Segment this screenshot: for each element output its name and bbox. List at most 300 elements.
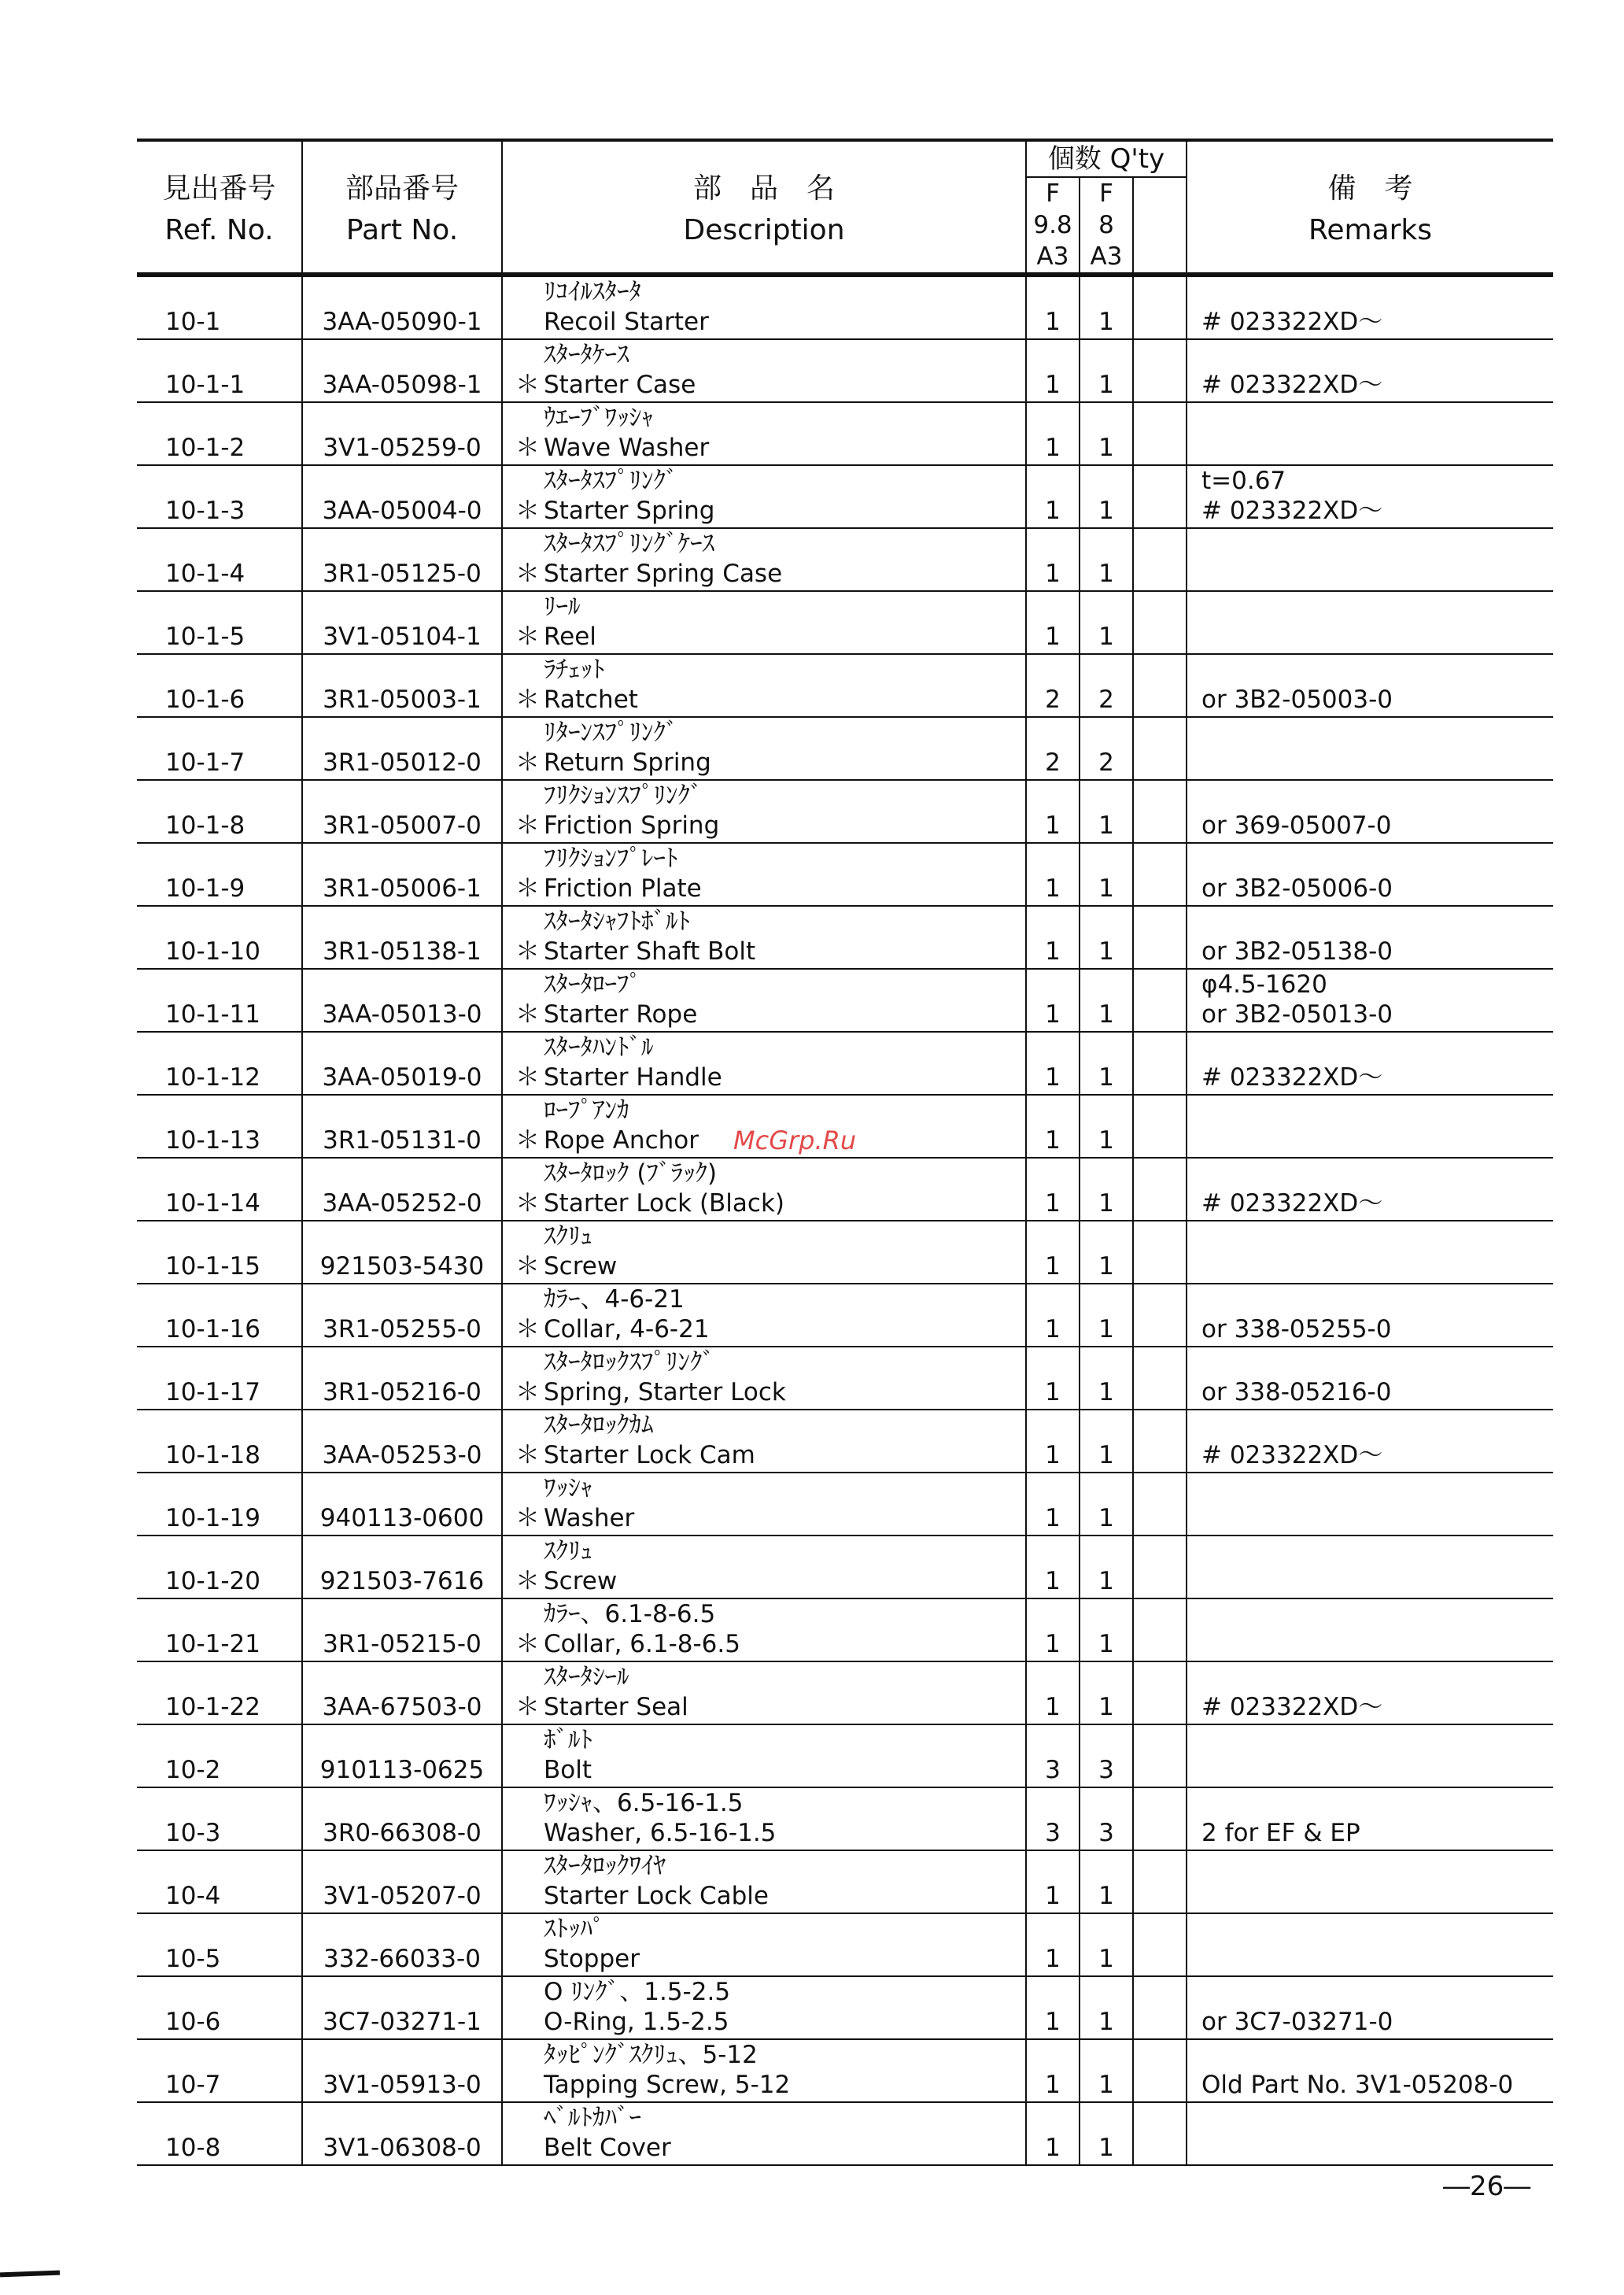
component-mark: ＊ — [515, 371, 540, 399]
description-en-text: Starter Spring Case — [544, 560, 783, 588]
table-row — [137, 1221, 1553, 1284]
description-en-text: Screw — [544, 1252, 618, 1281]
remarks-cell — [1187, 1095, 1553, 1158]
qty-f8a3-cell: 1 — [1080, 1913, 1133, 1976]
qty-blank-cell — [1133, 1598, 1187, 1661]
part-no-cell: 3V1-05104-1 — [302, 591, 502, 654]
component-mark: ＊ — [515, 434, 540, 462]
ref-no-cell: 10-1-16 — [137, 1284, 302, 1347]
remarks-line-2: or 369-05007-0 — [1201, 811, 1392, 840]
remarks-line-1: φ4.5-1620 — [1201, 970, 1327, 999]
description-en — [515, 1503, 1025, 1533]
qty-f8a3-cell: 2 — [1080, 654, 1133, 717]
remarks-cell — [1187, 1473, 1553, 1536]
qty-f8a3-cell: 1 — [1080, 1221, 1133, 1284]
component-mark: ＊ — [515, 686, 540, 714]
description-cell — [502, 1598, 1026, 1661]
ref-no-header: 見出番号 Ref. No. — [137, 140, 302, 275]
ref-no-cell: 10-7 — [137, 2039, 302, 2102]
description-en — [515, 748, 1025, 778]
table-row — [137, 2039, 1553, 2102]
qty-blank-cell — [1133, 1284, 1187, 1347]
qty-blank-cell — [1133, 2039, 1187, 2102]
description-cell — [502, 1724, 1026, 1787]
component-mark: ＊ — [515, 1630, 540, 1658]
description-jp: ｽｸﾘｭ — [544, 1537, 592, 1565]
component-mark: ＊ — [515, 811, 540, 840]
description-en — [515, 622, 1025, 652]
ref-no-cell: 10-5 — [137, 1913, 302, 1976]
qty-f8a3-cell: 1 — [1080, 843, 1133, 906]
remarks-cell — [1187, 2102, 1553, 2165]
description-cell — [502, 1913, 1026, 1976]
qty-f98a3-cell: 1 — [1026, 1913, 1080, 1976]
description-en-text: Starter Lock Cam — [544, 1441, 755, 1469]
description-en — [515, 1251, 1025, 1281]
ref-no-cell: 10-1-6 — [137, 654, 302, 717]
part-no-cell: 3R1-05138-1 — [302, 906, 502, 969]
qty-blank-cell — [1133, 1095, 1187, 1158]
remarks-cell — [1187, 1158, 1553, 1221]
qty-blank-cell — [1133, 717, 1187, 780]
table-row — [137, 1661, 1553, 1724]
qty-col-blank-header — [1133, 177, 1187, 275]
qty-f8a3-cell: 1 — [1080, 780, 1133, 843]
qty-f98a3-cell: 1 — [1026, 1976, 1080, 2039]
description-cell — [502, 1850, 1026, 1913]
part-no-cell: 3V1-05913-0 — [302, 2039, 502, 2102]
ref-no-cell: 10-1-1 — [137, 339, 302, 402]
component-mark: ＊ — [515, 1063, 540, 1092]
qty-f8a3-cell: 1 — [1080, 1158, 1133, 1221]
description-en — [515, 1377, 1025, 1407]
qty-f98a3-cell: 1 — [1026, 275, 1080, 339]
remarks-line-2: # 023322XD～ — [1201, 1063, 1383, 1092]
description-en-text: Starter Seal — [544, 1693, 688, 1721]
remarks-cell — [1187, 1032, 1553, 1095]
component-mark: ＊ — [515, 1000, 540, 1029]
ref-no-cell: 10-1-15 — [137, 1221, 302, 1284]
description-jp: ｽｸﾘｭ — [544, 1222, 592, 1251]
qty-blank-cell — [1133, 1536, 1187, 1598]
remarks-cell — [1187, 1347, 1553, 1410]
table-row — [137, 339, 1553, 402]
table-row — [137, 1913, 1553, 1976]
qty-blank-cell — [1133, 1032, 1187, 1095]
description-en — [515, 1692, 1025, 1722]
qty-blank-cell — [1133, 969, 1187, 1032]
description-en-text: Friction Plate — [544, 874, 702, 903]
component-mark: ＊ — [515, 560, 540, 588]
description-cell — [502, 1158, 1026, 1221]
description-en-text: Rope Anchor — [544, 1126, 699, 1155]
qty-col-f8a3-header: F 8 A3 — [1080, 177, 1133, 275]
qty-f98a3-cell: 1 — [1026, 780, 1080, 843]
description-en-text: Tapping Screw, 5-12 — [544, 2071, 791, 2099]
qty-f8a3-cell: 1 — [1080, 1347, 1133, 1410]
description-cell — [502, 528, 1026, 591]
corner-mark — [0, 2271, 60, 2278]
table-row — [137, 717, 1553, 780]
qty-f8a3-cell: 1 — [1080, 528, 1133, 591]
description-cell — [502, 654, 1026, 717]
remarks-cell — [1187, 1724, 1553, 1787]
qty-f98a3-cell: 1 — [1026, 402, 1080, 465]
remarks-header: 備 考 Remarks — [1308, 172, 1433, 246]
qty-f98a3-cell: 1 — [1026, 2102, 1080, 2165]
table-row — [137, 1536, 1553, 1598]
description-en — [515, 2133, 1025, 2163]
remarks-line-2: or 3B2-05006-0 — [1201, 874, 1393, 903]
qty-f98a3-cell: 1 — [1026, 906, 1080, 969]
description-en — [515, 2070, 1025, 2100]
part-no-cell: 3R1-05131-0 — [302, 1095, 502, 1158]
qty-f8a3-cell: 1 — [1080, 1536, 1133, 1598]
part-no-cell: 3R1-05255-0 — [302, 1284, 502, 1347]
remarks-line-2: # 023322XD～ — [1201, 308, 1383, 336]
description-en — [515, 433, 1025, 463]
qty-f8a3-cell: 1 — [1080, 1598, 1133, 1661]
qty-f98a3-cell: 1 — [1026, 843, 1080, 906]
qty-f98a3-cell: 1 — [1026, 1473, 1080, 1536]
remarks-cell — [1187, 402, 1553, 465]
ref-no-cell: 10-1 — [137, 275, 302, 339]
component-mark: ＊ — [515, 1693, 540, 1721]
ref-no-cell: 10-2 — [137, 1724, 302, 1787]
ref-no-cell: 10-1-7 — [137, 717, 302, 780]
description-en — [515, 307, 1025, 337]
remarks-cell — [1187, 969, 1553, 1032]
qty-f98a3-cell: 1 — [1026, 1284, 1080, 1347]
ref-no-cell: 10-1-22 — [137, 1661, 302, 1724]
remarks-line-2: # 023322XD～ — [1201, 497, 1383, 525]
part-no-cell: 3R1-05125-0 — [302, 528, 502, 591]
qty-col-f98a3-header: F 9.8 A3 — [1026, 177, 1080, 275]
description-jp: ｽﾀｰﾀｽﾌﾟﾘﾝｸﾞｹｰｽ — [544, 530, 714, 558]
remarks-line-2: or 3B2-05013-0 — [1201, 1000, 1393, 1029]
description-jp: ｽﾀｰﾀﾛｰﾌﾟ — [544, 970, 641, 999]
remarks-line-2: # 023322XD～ — [1201, 1693, 1383, 1721]
qty-f8a3-cell: 1 — [1080, 906, 1133, 969]
qty-blank-cell — [1133, 339, 1187, 402]
part-no-cell: 921503-7616 — [302, 1536, 502, 1598]
description-en — [515, 1629, 1025, 1659]
description-en — [515, 685, 1025, 715]
remarks-cell — [1187, 528, 1553, 591]
description-en — [515, 496, 1025, 526]
remarks-line-2: Old Part No. 3V1-05208-0 — [1201, 2071, 1514, 2099]
table-row — [137, 591, 1553, 654]
description-en-text: Recoil Starter — [544, 308, 709, 336]
description-en — [515, 1818, 1025, 1848]
remarks-cell — [1187, 1787, 1553, 1850]
qty-f98a3-cell: 1 — [1026, 1032, 1080, 1095]
description-jp: ﾍﾞﾙﾄｶﾊﾞｰ — [544, 2104, 641, 2132]
table-row — [137, 1347, 1553, 1410]
ref-no-cell: 10-1-10 — [137, 906, 302, 969]
remarks-cell — [1187, 275, 1553, 339]
qty-blank-cell — [1133, 1850, 1187, 1913]
description-cell — [502, 402, 1026, 465]
remarks-cell — [1187, 1284, 1553, 1347]
description-cell — [502, 1536, 1026, 1598]
description-en — [515, 1188, 1025, 1218]
ref-no-cell: 10-1-18 — [137, 1410, 302, 1473]
description-en — [515, 1000, 1025, 1029]
description-cell — [502, 1410, 1026, 1473]
description-en — [515, 1566, 1025, 1596]
qty-f8a3-cell: 3 — [1080, 1724, 1133, 1787]
remarks-cell — [1187, 591, 1553, 654]
qty-blank-cell — [1133, 1913, 1187, 1976]
description-en-text: Starter Handle — [544, 1063, 722, 1092]
qty-f8a3-cell: 3 — [1080, 1787, 1133, 1850]
description-jp: ﾌﾘｸｼｮﾝﾌﾟﾚｰﾄ — [544, 844, 678, 873]
description-jp: ｽﾀｰﾀｽﾌﾟﾘﾝｸﾞ — [544, 467, 678, 495]
table-row — [137, 1473, 1553, 1536]
description-jp: ﾜｯｼｬ、6.5-16-1.5 — [544, 1789, 744, 1817]
description-jp: ｳｴｰﾌﾞﾜｯｼｬ — [544, 404, 654, 432]
description-jp: ﾘﾀｰﾝｽﾌﾟﾘﾝｸﾞ — [544, 719, 678, 747]
part-no-cell: 3R0-66308-0 — [302, 1787, 502, 1850]
component-mark: ＊ — [515, 1378, 540, 1406]
description-en — [515, 1944, 1025, 1974]
ref-no-cell: 10-3 — [137, 1787, 302, 1850]
remarks-cell — [1187, 1913, 1553, 1976]
remarks-cell — [1187, 1976, 1553, 2039]
part-no-cell: 3R1-05003-1 — [302, 654, 502, 717]
component-mark: ＊ — [515, 623, 540, 651]
qty-f98a3-cell: 1 — [1026, 465, 1080, 528]
remarks-line-2: 2 for EF & EP — [1201, 1819, 1360, 1847]
remarks-cell — [1187, 465, 1553, 528]
qty-blank-cell — [1133, 1661, 1187, 1724]
description-cell — [502, 1787, 1026, 1850]
qty-f98a3-cell: 1 — [1026, 969, 1080, 1032]
part-no-cell: 3R1-05007-0 — [302, 780, 502, 843]
description-en-text: Screw — [544, 1567, 618, 1595]
description-jp: ｶﾗｰ、4-6-21 — [544, 1285, 685, 1314]
qty-f98a3-cell: 1 — [1026, 528, 1080, 591]
ref-no-cell: 10-1-20 — [137, 1536, 302, 1598]
qty-f8a3-cell: 1 — [1080, 969, 1133, 1032]
description-cell — [502, 1976, 1026, 2039]
description-jp: ﾗﾁｪｯﾄ — [544, 656, 605, 684]
description-en — [515, 2007, 1025, 2037]
description-en — [515, 1881, 1025, 1911]
part-no-cell: 3C7-03271-1 — [302, 1976, 502, 2039]
part-no-cell: 3R1-05006-1 — [302, 843, 502, 906]
watermark: McGrp.Ru — [733, 1125, 857, 1155]
qty-f8a3-cell: 2 — [1080, 717, 1133, 780]
part-no-cell: 910113-0625 — [302, 1724, 502, 1787]
description-header: 部 品 名 Description — [502, 140, 1026, 275]
qty-blank-cell — [1133, 906, 1187, 969]
remarks-line-2: # 023322XD～ — [1201, 371, 1383, 399]
component-mark: ＊ — [515, 748, 540, 777]
ref-no-cell: 10-1-17 — [137, 1347, 302, 1410]
qty-blank-cell — [1133, 843, 1187, 906]
description-en-text: Washer, 6.5-16-1.5 — [544, 1819, 777, 1847]
qty-f98a3-cell: 1 — [1026, 1158, 1080, 1221]
remarks-cell — [1187, 1221, 1553, 1284]
component-mark: ＊ — [515, 1252, 540, 1281]
qty-f8a3-cell: 1 — [1080, 1032, 1133, 1095]
ref-no-cell: 10-1-19 — [137, 1473, 302, 1536]
remarks-cell — [1187, 1850, 1553, 1913]
part-no-cell: 3AA-05252-0 — [302, 1158, 502, 1221]
table-row — [137, 1284, 1553, 1347]
description-cell — [502, 780, 1026, 843]
table-header — [137, 140, 1553, 275]
qty-f8a3-cell: 1 — [1080, 2102, 1133, 2165]
component-mark: ＊ — [515, 937, 540, 966]
part-no-cell: 3R1-05012-0 — [302, 717, 502, 780]
description-en — [515, 370, 1025, 400]
table-row — [137, 1724, 1553, 1787]
remarks-line-2: or 3C7-03271-0 — [1201, 2008, 1393, 2036]
part-no-cell: 3AA-05004-0 — [302, 465, 502, 528]
qty-f98a3-cell: 1 — [1026, 1536, 1080, 1598]
description-en-text: Starter Lock (Black) — [544, 1189, 785, 1218]
qty-f8a3-cell: 1 — [1080, 1850, 1133, 1913]
description-en-text: Wave Washer — [544, 434, 710, 462]
description-jp: ﾛｰﾌﾟｱﾝｶ — [544, 1096, 629, 1125]
qty-blank-cell — [1133, 2102, 1187, 2165]
remarks-cell — [1187, 1598, 1553, 1661]
ref-no-cell: 10-1-12 — [137, 1032, 302, 1095]
description-cell — [502, 1221, 1026, 1284]
qty-f98a3-cell: 2 — [1026, 654, 1080, 717]
description-jp: ｽﾀｰﾀｹｰｽ — [544, 341, 629, 369]
qty-f8a3-cell: 1 — [1080, 465, 1133, 528]
qty-f8a3-cell: 1 — [1080, 275, 1133, 339]
qty-f98a3-cell: 2 — [1026, 717, 1080, 780]
description-en — [515, 1062, 1025, 1092]
qty-blank-cell — [1133, 1976, 1187, 2039]
table-row — [137, 1598, 1553, 1661]
qty-f98a3-cell: 1 — [1026, 1347, 1080, 1410]
component-mark: ＊ — [515, 1441, 540, 1469]
description-jp: ﾘｰﾙ — [544, 593, 581, 621]
qty-blank-cell — [1133, 402, 1187, 465]
part-no-cell: 3R1-05216-0 — [302, 1347, 502, 1410]
component-mark: ＊ — [515, 1567, 540, 1595]
qty-f8a3-cell: 1 — [1080, 2039, 1133, 2102]
table-row — [137, 1410, 1553, 1473]
qty-blank-cell — [1133, 275, 1187, 339]
description-en-text: Spring, Starter Lock — [544, 1378, 786, 1406]
description-en-text: Starter Rope — [544, 1000, 698, 1029]
description-cell — [502, 591, 1026, 654]
remarks-line-2: # 023322XD～ — [1201, 1441, 1383, 1469]
description-jp: ｶﾗｰ、6.1-8-6.5 — [544, 1600, 716, 1628]
remarks-line-2: or 338-05216-0 — [1201, 1378, 1392, 1406]
part-no-cell: 3R1-05215-0 — [302, 1598, 502, 1661]
component-mark: ＊ — [515, 497, 540, 525]
qty-f8a3-cell: 1 — [1080, 591, 1133, 654]
description-en-text: Friction Spring — [544, 811, 720, 840]
description-jp: ﾜｯｼｬ — [544, 1474, 592, 1502]
remarks-cell — [1187, 2039, 1553, 2102]
description-jp: ｽﾀｰﾀﾛｯｸﾜｲﾔ — [544, 1852, 666, 1880]
description-en-text: Starter Lock Cable — [544, 1882, 769, 1910]
qty-blank-cell — [1133, 1158, 1187, 1221]
description-en — [515, 874, 1025, 904]
component-mark: ＊ — [515, 874, 540, 903]
description-cell — [502, 339, 1026, 402]
ref-no-cell: 10-1-4 — [137, 528, 302, 591]
table-row — [137, 528, 1553, 591]
description-cell — [502, 906, 1026, 969]
table-row — [137, 1158, 1553, 1221]
table-row — [137, 780, 1553, 843]
ref-no-cell: 10-1-13 — [137, 1095, 302, 1158]
qty-f98a3-cell: 1 — [1026, 339, 1080, 402]
component-mark: ＊ — [515, 1315, 540, 1343]
qty-f8a3-cell: 1 — [1080, 1284, 1133, 1347]
qty-blank-cell — [1133, 1221, 1187, 1284]
description-jp: ｽﾀｰﾀｼｬﾌﾄﾎﾞﾙﾄ — [544, 907, 690, 936]
component-mark: ＊ — [515, 1126, 540, 1155]
component-mark: ＊ — [515, 1504, 540, 1532]
remarks-cell — [1187, 1661, 1553, 1724]
description-cell — [502, 1032, 1026, 1095]
remarks-line-2: # 023322XD～ — [1201, 1189, 1383, 1218]
qty-blank-cell — [1133, 465, 1187, 528]
description-jp: ﾌﾘｸｼｮﾝｽﾌﾟﾘﾝｸﾞ — [544, 782, 703, 810]
table-row — [137, 465, 1553, 528]
description-jp: ｽﾀｰﾀﾊﾝﾄﾞﾙ — [544, 1033, 654, 1062]
table-row — [137, 1850, 1553, 1913]
qty-f8a3-cell: 1 — [1080, 1095, 1133, 1158]
table-row — [137, 1976, 1553, 2039]
component-mark: ＊ — [515, 1189, 540, 1218]
ref-no-cell: 10-1-2 — [137, 402, 302, 465]
ref-no-cell: 10-1-11 — [137, 969, 302, 1032]
qty-f98a3-cell: 1 — [1026, 1095, 1080, 1158]
remarks-line-2: or 3B2-05138-0 — [1201, 937, 1393, 966]
qty-blank-cell — [1133, 591, 1187, 654]
description-en-text: Belt Cover — [544, 2134, 671, 2162]
part-no-cell: 3AA-05098-1 — [302, 339, 502, 402]
qty-f98a3-cell: 1 — [1026, 1221, 1080, 1284]
qty-blank-cell — [1133, 1787, 1187, 1850]
qty-f8a3-cell: 1 — [1080, 1661, 1133, 1724]
ref-no-cell: 10-6 — [137, 1976, 302, 2039]
remarks-cell — [1187, 1410, 1553, 1473]
part-no-cell: 3AA-05253-0 — [302, 1410, 502, 1473]
part-no-cell: 921503-5430 — [302, 1221, 502, 1284]
description-jp: ｽﾄｯﾊﾟ — [544, 1915, 605, 1943]
description-en-text: Ratchet — [544, 686, 638, 714]
description-en-text: Starter Case — [544, 371, 696, 399]
part-no-cell: 3V1-05207-0 — [302, 1850, 502, 1913]
page-number: ―26― — [1443, 2171, 1531, 2202]
description-jp: ﾎﾞﾙﾄ — [544, 1726, 592, 1754]
remarks-line-1: t=0.67 — [1201, 467, 1286, 495]
table-row — [137, 969, 1553, 1032]
part-no-cell: 3V1-06308-0 — [302, 2102, 502, 2165]
description-jp: ｽﾀｰﾀﾛｯｸ (ﾌﾞﾗｯｸ) — [544, 1159, 718, 1188]
qty-blank-cell — [1133, 1473, 1187, 1536]
ref-no-cell: 10-8 — [137, 2102, 302, 2165]
description-en-text: Collar, 6.1-8-6.5 — [544, 1630, 740, 1658]
part-no-cell: 940113-0600 — [302, 1473, 502, 1536]
ref-no-cell: 10-1-14 — [137, 1158, 302, 1221]
description-cell — [502, 275, 1026, 339]
description-jp: ﾘｺｲﾙｽﾀｰﾀ — [544, 278, 641, 306]
